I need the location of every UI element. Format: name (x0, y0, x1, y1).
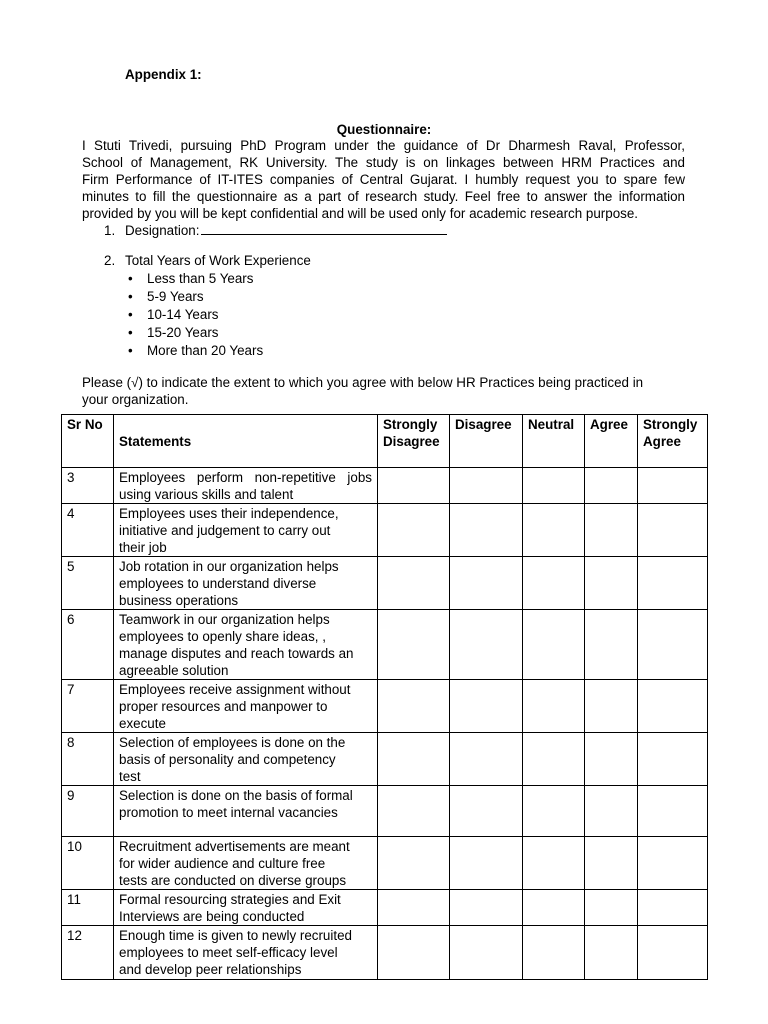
table-row (62, 468, 708, 504)
response-cell-disagree[interactable] (450, 557, 523, 610)
response-cell-agree[interactable] (585, 504, 638, 557)
header-strongly-disagree (378, 415, 450, 468)
option-label: 10-14 Years (147, 307, 219, 322)
row-statement (114, 890, 378, 926)
response-cell-strongly-agree[interactable] (638, 504, 708, 557)
statement-line: employees to understand diverse (119, 576, 317, 591)
response-cell-disagree[interactable] (450, 610, 523, 680)
table-row (62, 786, 708, 837)
header-text: Agree (590, 417, 628, 432)
statement-line: Selection is done on the basis of formal (119, 788, 353, 803)
header-neutral (523, 415, 585, 468)
response-cell-agree[interactable] (585, 926, 638, 980)
instruction-line: Please (√) to indicate the extent to which you agree with below HR Practices being practiced in (82, 375, 644, 390)
header-statements (114, 415, 378, 468)
row-statement (114, 504, 378, 557)
response-cell-strongly-disagree[interactable] (378, 504, 450, 557)
response-cell-strongly-disagree[interactable] (378, 610, 450, 680)
response-cell-strongly-disagree[interactable] (378, 733, 450, 786)
response-cell-strongly-disagree[interactable] (378, 837, 450, 890)
hr-practices-table (61, 414, 708, 980)
row-statement (114, 557, 378, 610)
response-cell-strongly-disagree[interactable] (378, 557, 450, 610)
response-cell-strongly-disagree[interactable] (378, 890, 450, 926)
statement-line: proper resources and manpower to (119, 699, 328, 714)
response-cell-neutral[interactable] (523, 733, 585, 786)
response-cell-neutral[interactable] (523, 786, 585, 837)
bullet-icon: • (128, 271, 133, 286)
designation-blank-field[interactable] (201, 221, 447, 235)
statement-line: Selection of employees is done on the (119, 735, 346, 750)
table-row (62, 926, 708, 980)
intro-line: School of Management, RK University. The study is on linkages between HRM Practices and (82, 155, 685, 170)
intro-paragraph (82, 137, 685, 222)
response-cell-disagree[interactable] (450, 504, 523, 557)
bullet-icon: • (128, 289, 133, 304)
row-sr-no: 3 (62, 468, 114, 504)
header-text: Neutral (528, 417, 575, 432)
statement-line: Enough time is given to newly recruited (119, 928, 352, 943)
experience-label: Total Years of Work Experience (125, 253, 311, 268)
row-statement (114, 926, 378, 980)
row-sr-no: 12 (62, 926, 114, 980)
statement-line: promotion to meet internal vacancies (119, 805, 338, 820)
experience-option[interactable] (125, 306, 263, 324)
experience-option[interactable] (125, 324, 263, 342)
question-number: 2. (104, 253, 116, 268)
header-text: Strongly (383, 417, 438, 432)
questionnaire-title-text: Questionnaire: (336, 122, 432, 137)
designation-question (104, 221, 447, 239)
option-label: Less than 5 Years (147, 271, 254, 286)
experience-options-list (125, 270, 263, 360)
response-cell-disagree[interactable] (450, 890, 523, 926)
experience-option[interactable] (125, 342, 263, 360)
appendix-heading: Appendix 1: (125, 67, 202, 82)
header-disagree (450, 415, 523, 468)
table-row (62, 837, 708, 890)
row-statement (114, 680, 378, 733)
statement-line: agreeable solution (119, 663, 229, 678)
header-sr-no-text: Sr No (67, 417, 103, 432)
row-sr-no: 9 (62, 786, 114, 837)
row-statement (114, 733, 378, 786)
statement-line: their job (119, 540, 167, 555)
response-cell-disagree[interactable] (450, 468, 523, 504)
response-cell-disagree[interactable] (450, 733, 523, 786)
statement-line: Interviews are being conducted (119, 909, 305, 924)
option-label: More than 20 Years (147, 343, 264, 358)
response-cell-strongly-disagree[interactable] (378, 786, 450, 837)
table-row (62, 557, 708, 610)
response-cell-disagree[interactable] (450, 786, 523, 837)
response-cell-strongly-agree[interactable] (638, 468, 708, 504)
questionnaire-title (0, 121, 768, 138)
bullet-icon: • (128, 325, 133, 340)
table-row (62, 890, 708, 926)
statement-line: initiative and judgement to carry out (119, 523, 331, 538)
header-strongly-agree (638, 415, 708, 468)
response-cell-agree[interactable] (585, 557, 638, 610)
table-row (62, 610, 708, 680)
table-row (62, 680, 708, 733)
response-cell-strongly-agree[interactable] (638, 786, 708, 837)
intro-line: minutes to fill the questionnaire as a part of research study. Feel free to answer the information (82, 189, 685, 204)
row-sr-no: 6 (62, 610, 114, 680)
response-cell-strongly-disagree[interactable] (378, 680, 450, 733)
intro-line: provided by you will be kept confidential and will be used only for academic research purpose. (82, 206, 639, 221)
response-cell-agree[interactable] (585, 786, 638, 837)
statement-line: business operations (119, 593, 239, 608)
response-cell-neutral[interactable] (523, 837, 585, 890)
response-cell-agree[interactable] (585, 610, 638, 680)
header-agree (585, 415, 638, 468)
statement-line: employees to meet self-efficacy level (119, 945, 338, 960)
response-cell-neutral[interactable] (523, 504, 585, 557)
statement-line: Job rotation in our organization helps (119, 559, 339, 574)
designation-label: Designation: (125, 223, 200, 238)
header-sr-no (62, 415, 114, 468)
row-sr-no: 5 (62, 557, 114, 610)
response-cell-strongly-agree[interactable] (638, 733, 708, 786)
statement-line: manage disputes and reach towards an (119, 646, 354, 661)
response-cell-agree[interactable] (585, 468, 638, 504)
row-sr-no: 8 (62, 733, 114, 786)
statement-line: Teamwork in our organization helps (119, 612, 330, 627)
row-sr-no: 7 (62, 680, 114, 733)
row-sr-no: 11 (62, 890, 114, 926)
experience-question (104, 252, 311, 269)
table-header-row (62, 415, 708, 468)
row-statement (114, 468, 378, 504)
instruction-text (82, 374, 692, 408)
header-text: Strongly (643, 417, 698, 432)
row-sr-no: 10 (62, 837, 114, 890)
response-cell-agree[interactable] (585, 837, 638, 890)
response-cell-strongly-agree[interactable] (638, 926, 708, 980)
response-cell-strongly-agree[interactable] (638, 557, 708, 610)
response-cell-disagree[interactable] (450, 680, 523, 733)
header-text: Disagree (383, 434, 440, 449)
response-cell-agree[interactable] (585, 680, 638, 733)
option-label: 5-9 Years (147, 289, 204, 304)
row-statement (114, 610, 378, 680)
statement-line: execute (119, 716, 166, 731)
response-cell-strongly-agree[interactable] (638, 610, 708, 680)
response-cell-strongly-disagree[interactable] (378, 926, 450, 980)
bullet-icon: • (128, 343, 133, 358)
intro-line: I Stuti Trivedi, pursuing PhD Program under the guidance of Dr Dharmesh Raval, Professor, (82, 138, 685, 153)
response-cell-agree[interactable] (585, 733, 638, 786)
response-cell-disagree[interactable] (450, 837, 523, 890)
statement-line: tests are conducted on diverse groups (119, 873, 347, 888)
table-row (62, 504, 708, 557)
response-cell-strongly-agree[interactable] (638, 680, 708, 733)
statement-line: and develop peer relationships (119, 962, 302, 977)
response-cell-neutral[interactable] (523, 680, 585, 733)
response-cell-neutral[interactable] (523, 926, 585, 980)
experience-option[interactable] (125, 270, 263, 288)
question-number: 1. (104, 223, 116, 238)
statement-line: Formal resourcing strategies and Exit (119, 892, 341, 907)
response-cell-neutral[interactable] (523, 468, 585, 504)
row-statement (114, 786, 378, 837)
table-body (62, 468, 708, 980)
statement-line: Recruitment advertisements are meant (119, 839, 350, 854)
response-cell-neutral[interactable] (523, 610, 585, 680)
statement-line: test (119, 769, 141, 784)
header-text: Disagree (455, 417, 512, 432)
response-cell-disagree[interactable] (450, 926, 523, 980)
row-sr-no: 4 (62, 504, 114, 557)
table-row (62, 733, 708, 786)
option-label: 15-20 Years (147, 325, 219, 340)
intro-line: Firm Performance of IT-ITES companies of Central Gujarat. I humbly request you to spare few (82, 172, 685, 187)
header-statements-text: Statements (119, 434, 192, 449)
experience-option[interactable] (125, 288, 263, 306)
statement-line: for wider audience and culture free (119, 856, 326, 871)
statement-line: using various skills and talent (119, 487, 294, 502)
instruction-line: your organization. (82, 392, 189, 407)
row-statement (114, 837, 378, 890)
header-text: Agree (643, 434, 681, 449)
statement-line: Employees receive assignment without (119, 682, 351, 697)
response-cell-neutral[interactable] (523, 557, 585, 610)
statement-line: employees to openly share ideas, , (119, 629, 326, 644)
response-cell-neutral[interactable] (523, 890, 585, 926)
response-cell-strongly-agree[interactable] (638, 890, 708, 926)
bullet-icon: • (128, 307, 133, 322)
response-cell-strongly-disagree[interactable] (378, 468, 450, 504)
response-cell-agree[interactable] (585, 890, 638, 926)
statement-line: basis of personality and competency (119, 752, 336, 767)
response-cell-strongly-agree[interactable] (638, 837, 708, 890)
statement-line: Employees uses their independence, (119, 506, 339, 521)
statement-line: Employees perform non-repetitive jobs (119, 470, 372, 485)
